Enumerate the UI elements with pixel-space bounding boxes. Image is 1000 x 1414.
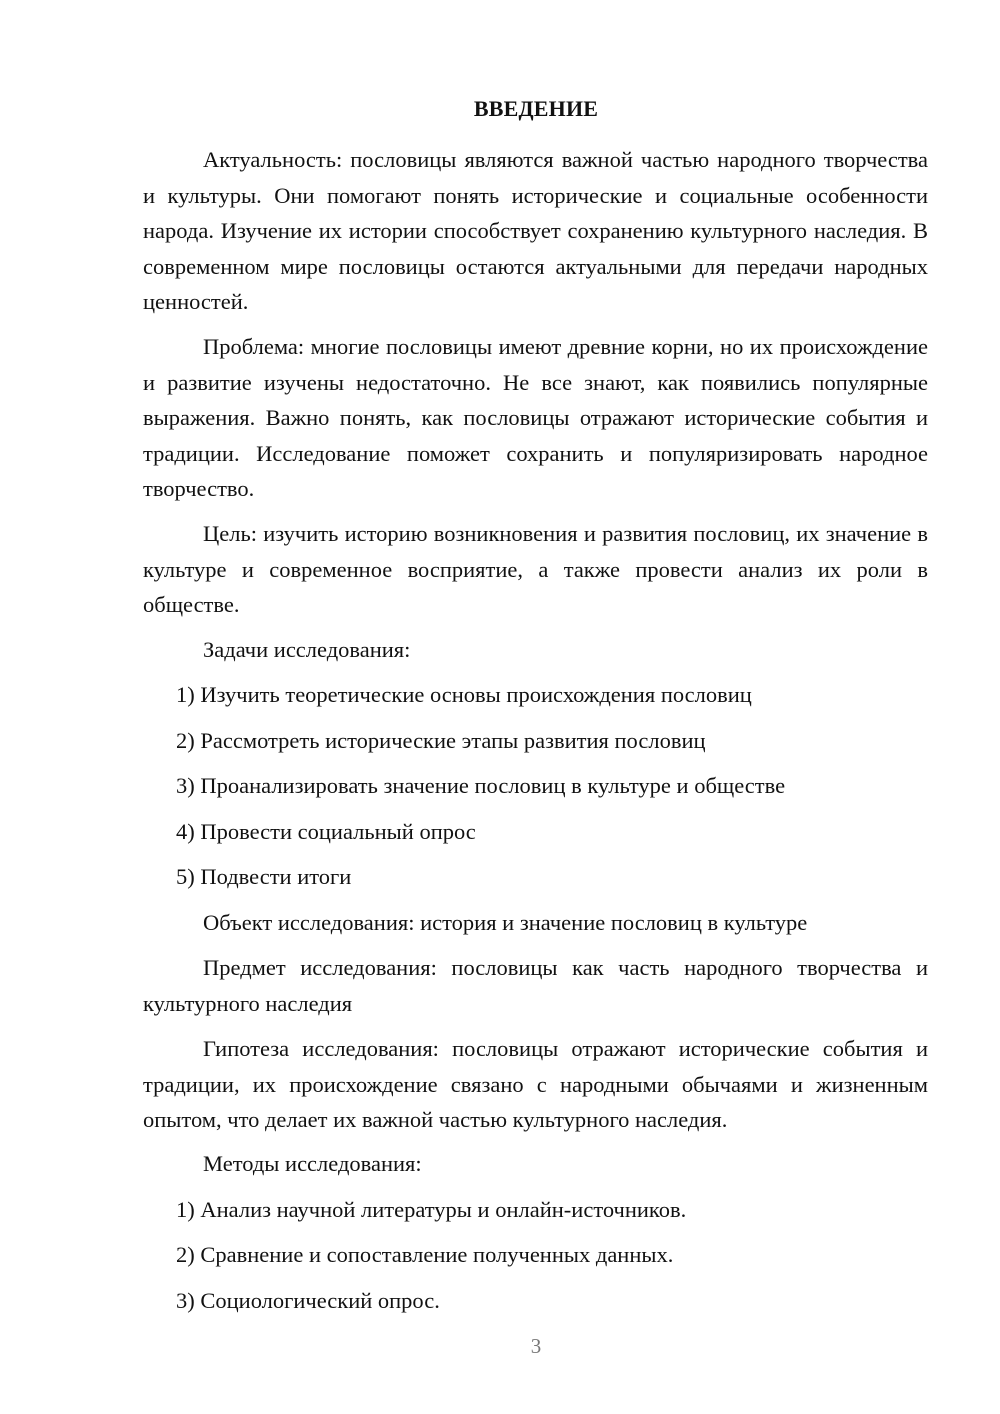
relevance-paragraph: Актуальность: пословицы являются важной частью народного творчества и культуры. Они помогают понять исторические и социальные особенности народа. Изучение их истории способствует сохранению культурного наследия. В современном мире пословицы остаются актуальными для передачи народных ценностей. xyxy=(143,147,928,314)
task-item: 1) Изучить теоретические основы происхождения пословиц xyxy=(176,682,752,707)
subject-paragraph: Предмет исследования: пословицы как часть народного творчества и культурного наследия xyxy=(143,955,928,1016)
task-item-block xyxy=(143,677,928,713)
object-section xyxy=(143,905,928,941)
hypothesis-paragraph: Гипотеза исследования: пословицы отражают исторические события и традиции, их происхождение связано с народными обычаями и жизненным опытом, что делает их важной частью культурного наследия. xyxy=(143,1036,928,1132)
method-item-block xyxy=(143,1192,928,1228)
method-item-block xyxy=(143,1237,928,1273)
task-item: 2) Рассмотреть исторические этапы развития пословиц xyxy=(176,728,706,753)
task-item-block xyxy=(143,814,928,850)
task-item-block xyxy=(143,859,928,895)
subject-section xyxy=(143,950,928,1021)
section-heading: ВВЕДЕНИЕ xyxy=(473,96,599,121)
method-item-block xyxy=(143,1283,928,1319)
task-item-block xyxy=(143,768,928,804)
methods-title: Методы исследования: xyxy=(203,1151,422,1176)
method-item: 1) Анализ научной литературы и онлайн-источников. xyxy=(176,1197,687,1222)
method-item: 3) Социологический опрос. xyxy=(176,1288,440,1313)
goal-paragraph: Цель: изучить историю возникновения и развития пословиц, их значение в культуре и современное восприятие, а также провести анализ их роли в обществе. xyxy=(143,521,928,617)
task-item: 4) Провести социальный опрос xyxy=(176,819,476,844)
method-item: 2) Сравнение и сопоставление полученных данных. xyxy=(176,1242,674,1267)
relevance-section xyxy=(143,142,928,320)
hypothesis-section xyxy=(143,1031,928,1138)
task-item: 5) Подвести итоги xyxy=(176,864,352,889)
tasks-title-block xyxy=(143,632,928,668)
page-number: 3 xyxy=(530,1334,542,1358)
problem-paragraph: Проблема: многие пословицы имеют древние корни, но их происхождение и развитие изучены недостаточно. Не все знают, как появились популярные выражения. Важно понять, как пословицы отражают исторические события и традиции. Исследование поможет сохранить и популяризировать народное творчество. xyxy=(143,334,928,501)
task-item-block xyxy=(143,723,928,759)
methods-title-block xyxy=(143,1146,928,1182)
tasks-title: Задачи исследования: xyxy=(203,637,411,662)
problem-section xyxy=(143,329,928,507)
task-item: 3) Проанализировать значение пословиц в культуре и обществе xyxy=(176,773,786,798)
object-paragraph: Объект исследования: история и значение пословиц в культуре xyxy=(203,910,808,935)
goal-section xyxy=(143,516,928,623)
